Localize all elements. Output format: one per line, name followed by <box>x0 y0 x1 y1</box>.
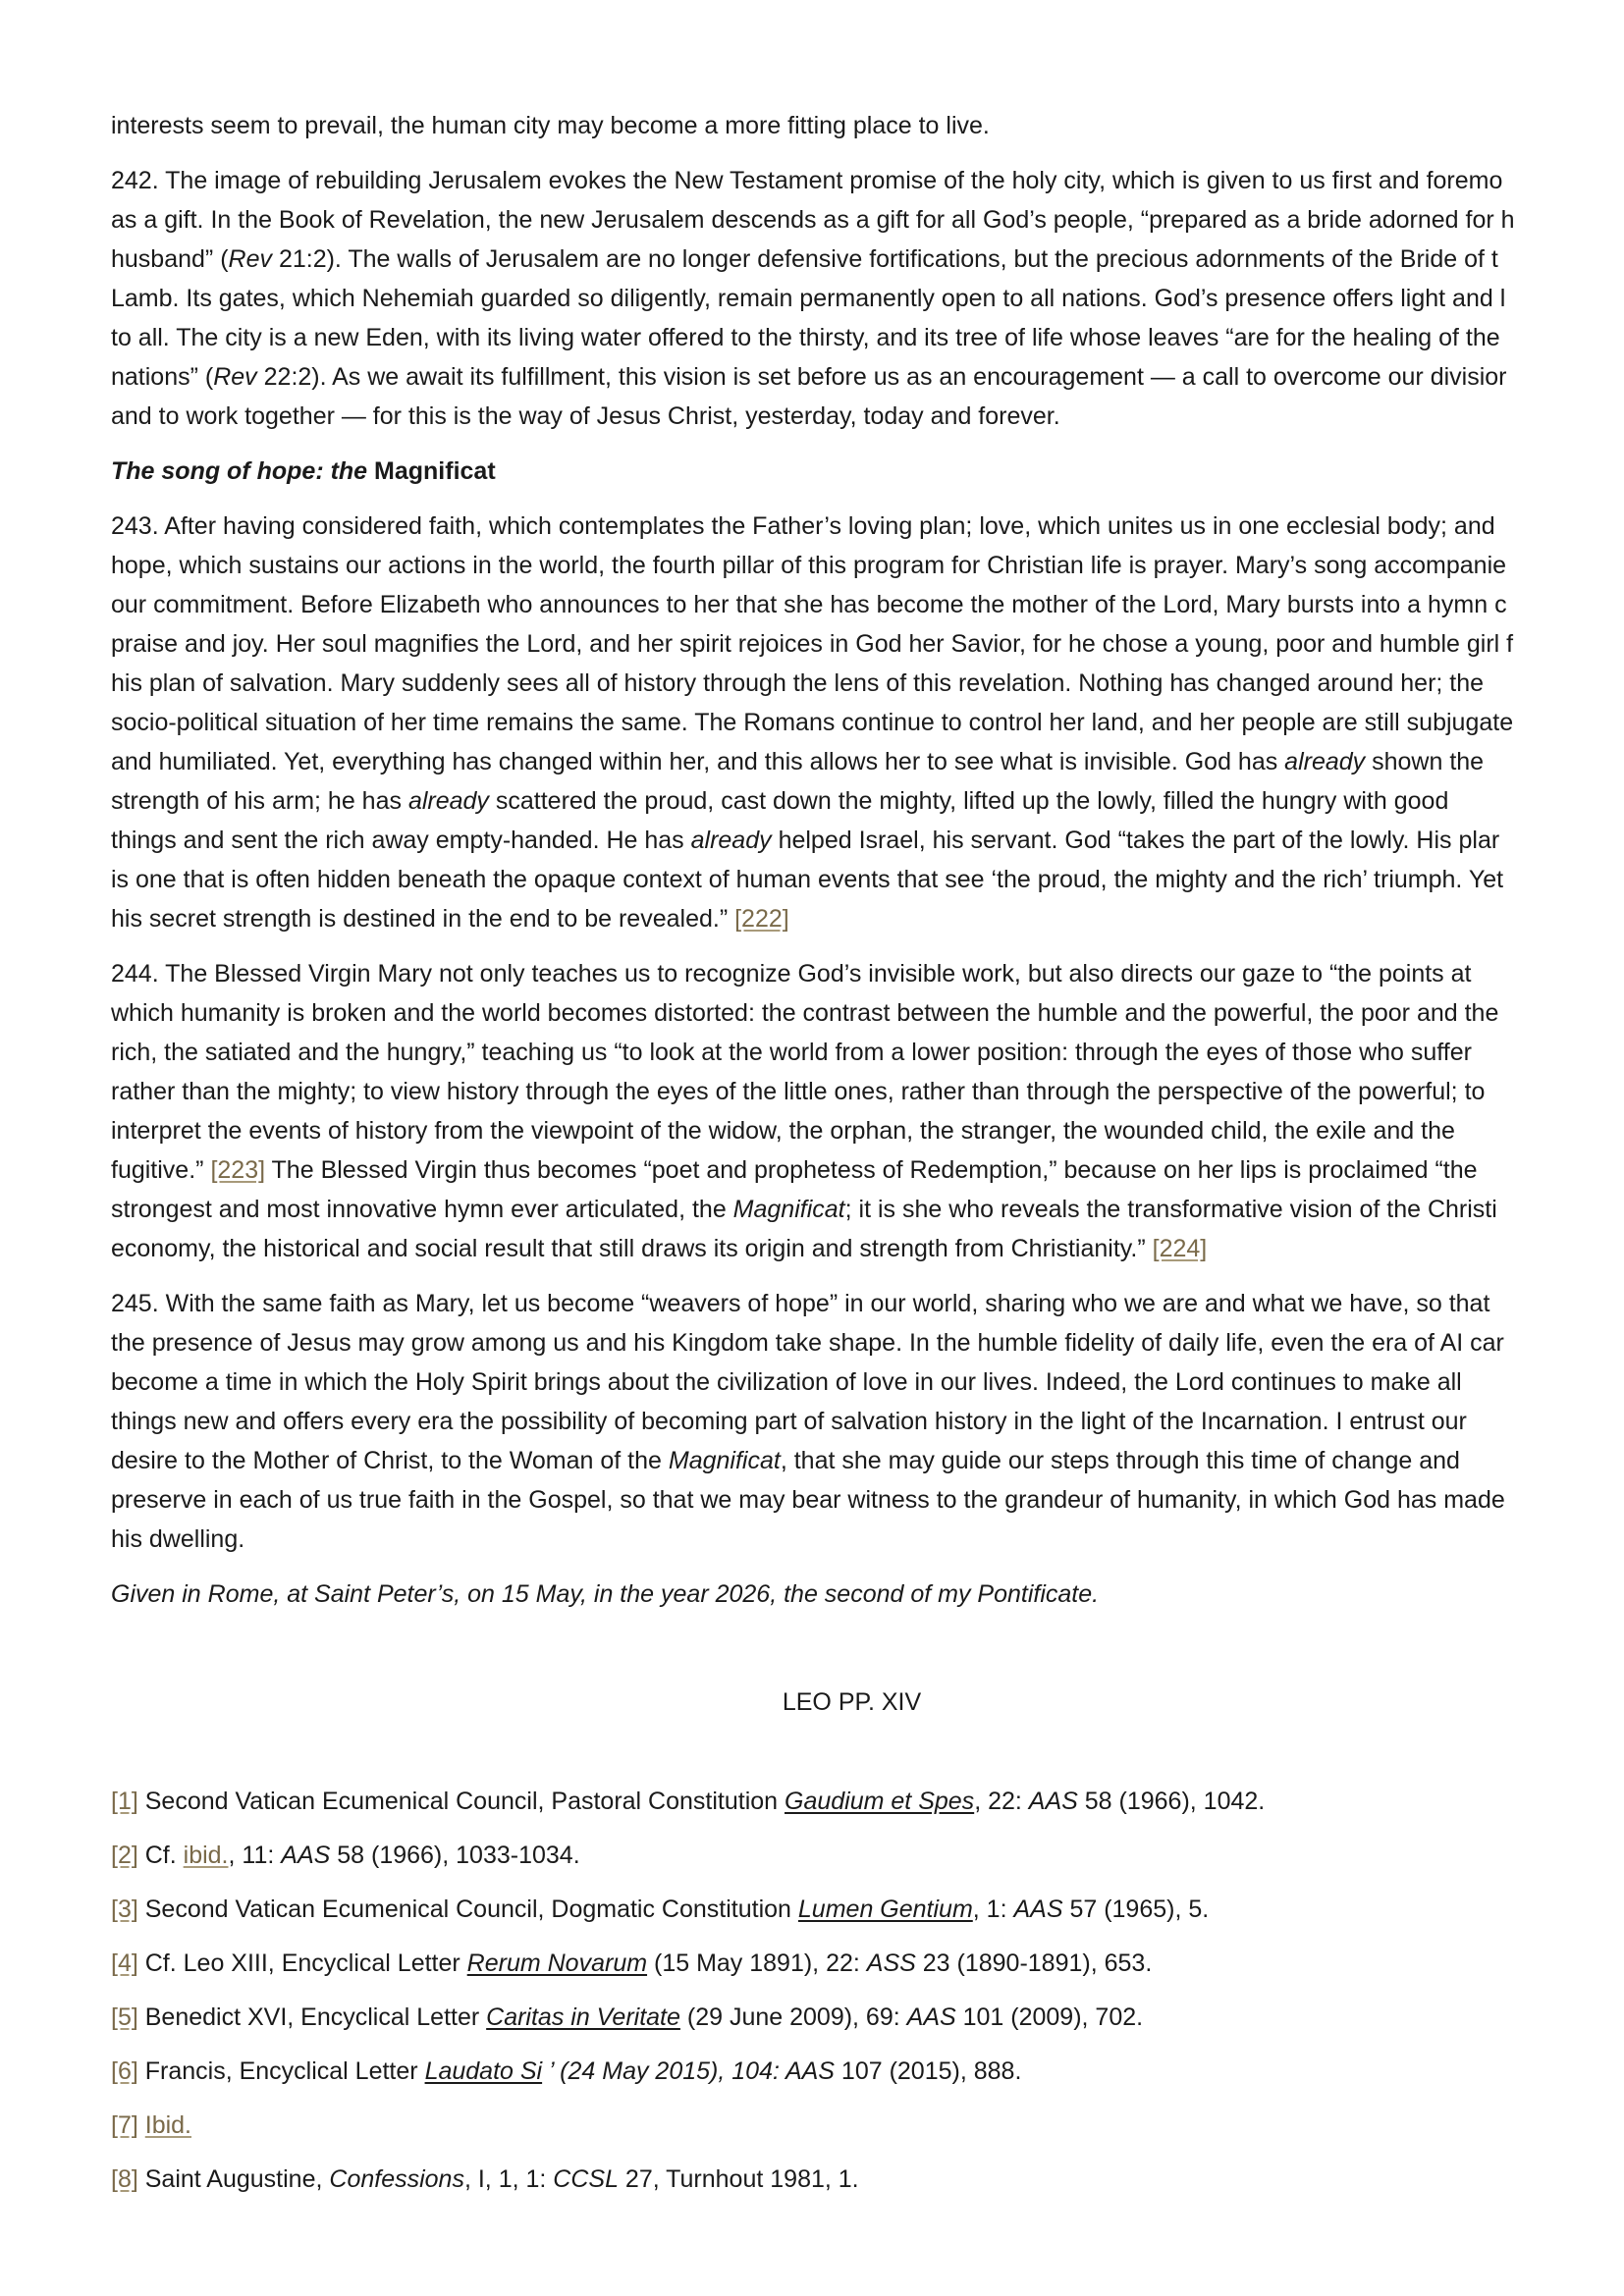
footnote-anchor[interactable]: [8] <box>111 2165 138 2193</box>
signoff-line: Given in Rome, at Saint Peter’s, on 15 May, in the year 2026, the second of my Pontificate. <box>111 1580 1100 1608</box>
document-title-link[interactable]: Laudato Si <box>424 2057 543 2085</box>
paragraph-line: things and sent the rich away empty-handed. He has already helped Israel, his servant. God “takes the part of the lowly. His plar <box>111 827 1500 854</box>
document-title-link[interactable]: Gaudium et Spes <box>785 1788 975 1815</box>
paragraph-line: preserve in each of us true faith in the Gospel, so that we may bear witness to the grandeur of humanity, in which God has made <box>111 1486 1505 1514</box>
paragraph-line: interpret the events of history from the viewpoint of the widow, the orphan, the stranger, the wounded child, the exile and the <box>111 1117 1455 1145</box>
paragraph-line: strongest and most innovative hymn ever articulated, the Magnificat; it is she who reveals the transformative vision of the Christi <box>111 1196 1497 1223</box>
paragraph-line: strength of his arm; he has already scattered the proud, cast down the mighty, lifted up the lowly, filled the hungry with good <box>111 787 1449 815</box>
document-title-link[interactable]: Lumen Gentium <box>797 1896 973 1923</box>
paragraph-line: his secret strength is destined in the end to be revealed.” [222] <box>111 905 789 933</box>
paragraph-line: and humiliated. Yet, everything has changed within her, and this allows her to see what is invisible. God has already shown the <box>111 748 1485 775</box>
paragraph-line: praise and joy. Her soul magnifies the Lord, and her spirit rejoices in God her Savior, for he chose a young, poor and humble girl f <box>111 630 1514 658</box>
footnote-item <box>111 2106 1564 2145</box>
footnote-anchor[interactable]: [2] <box>111 1842 138 1869</box>
footnote-item: [4] Cf. Leo XIII, Encyclical Letter Rerum Novarum (15 May 1891), 22: ASS 23 (1890-1891), 653. <box>111 1949 1153 1977</box>
scripture-abbrev: Rev <box>213 363 257 391</box>
paragraph-line: Lamb. Its gates, which Nehemiah guarded so diligently, remain permanently open to all nations. God’s presence offers light and l <box>111 285 1506 312</box>
footnote-item: [3] Second Vatican Ecumenical Council, Dogmatic Constitution Lumen Gentium, 1: AAS 57 (1965), 5. <box>111 1896 1210 1923</box>
paragraph-line: fugitive.” [223] The Blessed Virgin thus becomes “poet and prophetess of Redemption,” because on her lips is proclaimed “the <box>111 1156 1478 1184</box>
paragraph-line: things new and offers every era the possibility of becoming part of salvation history in the light of the Incarnation. I entrust our <box>111 1408 1467 1435</box>
footnote-item: [6] Francis, Encyclical Letter Laudato Si ’ (24 May 2015), 104: AAS 107 (2015), 888. <box>111 2057 1022 2085</box>
document-title-link[interactable]: Rerum Novarum <box>466 1949 648 1977</box>
footnote-item: [8] Saint Augustine, Confessions, I, 1, 1: CCSL 27, Turnhout 1981, 1. <box>111 2165 859 2193</box>
paragraph-line: 242. The image of rebuilding Jerusalem evokes the New Testament promise of the holy city, which is given to us first and foremo <box>111 167 1503 194</box>
footnotes-list <box>111 1782 1564 2199</box>
paragraph-line: hope, which sustains our actions in the world, the fourth pillar of this program for Christian life is prayer. Mary’s song accompanie <box>111 552 1507 579</box>
paragraph-line: nations” (Rev 22:2). As we await its fulfillment, this vision is set before us as an encouragement — a call to overcome our divisior <box>111 363 1507 391</box>
footnote-anchor[interactable]: [7] <box>111 2111 138 2139</box>
scripture-abbrev: Rev <box>228 245 272 273</box>
paragraph-line: his plan of salvation. Mary suddenly sees all of history through the lens of this revelation. Nothing has changed around her; the <box>111 669 1485 697</box>
intro-paragraph <box>111 106 1564 145</box>
paragraph-line: desire to the Mother of Christ, to the Woman of the Magnificat, that she may guide our steps through this time of change and <box>111 1447 1460 1474</box>
paragraph-line: and to work together — for this is the way of Jesus Christ, yesterday, today and forever. <box>111 402 1060 430</box>
paragraph-line: economy, the historical and social result that still draws its origin and strength from Christianity.” [224] <box>111 1235 1208 1262</box>
paragraph-line: interests seem to prevail, the human city may become a more fitting place to live. <box>111 112 990 139</box>
document-title-link[interactable]: Caritas in Veritate <box>486 2003 680 2031</box>
paragraph-line: 245. With the same faith as Mary, let us become “weavers of hope” in our world, sharing who we are and what we have, so that <box>111 1290 1490 1317</box>
ibid-link[interactable]: ibid. <box>183 1842 229 1869</box>
section-heading: The song of hope: the Magnificat <box>111 457 496 485</box>
paragraph-line: rather than the mighty; to view history through the eyes of the little ones, rather than through the perspective of the powerful; to <box>111 1078 1486 1105</box>
paragraph-243 <box>111 507 1564 938</box>
paragraph-line: our commitment. Before Elizabeth who announces to her that she has become the mother of the Lord, Mary bursts into a hymn c <box>111 591 1507 618</box>
ibid-link[interactable]: Ibid. <box>144 2111 192 2139</box>
paragraph-line: 244. The Blessed Virgin Mary not only teaches us to recognize God’s invisible work, but also directs our gaze to “the points at <box>111 960 1472 988</box>
paragraph-242 <box>111 161 1564 436</box>
footnote-anchor[interactable]: [4] <box>111 1949 138 1977</box>
paragraph-line: his dwelling. <box>111 1525 245 1553</box>
papal-signature: LEO PP. XIV <box>782 1688 922 1716</box>
paragraph-line: rich, the satiated and the hungry,” teaching us “to look at the world from a lower position: through the eyes of those who suffer <box>111 1039 1472 1066</box>
paragraph-line: which humanity is broken and the world becomes distorted: the contrast between the humble and the powerful, the poor and the <box>111 999 1499 1027</box>
paragraph-line: 243. After having considered faith, which contemplates the Father’s loving plan; love, which unites us in one ecclesial body; and <box>111 512 1495 540</box>
footnote-anchor[interactable]: [1] <box>111 1788 138 1815</box>
footnote-item: [2] Cf. ibid., 11: AAS 58 (1966), 1033-1034. <box>111 1842 580 1869</box>
footnote-ref-222[interactable]: [222] <box>734 905 789 933</box>
paragraph-line: is one that is often hidden beneath the opaque context of human events that see ‘the proud, the mighty and the rich’ triumph. Yet <box>111 866 1504 893</box>
footnote-ref-224[interactable]: [224] <box>1152 1235 1208 1262</box>
footnote-anchor[interactable]: [6] <box>111 2057 138 2085</box>
footnote-anchor[interactable]: [3] <box>111 1896 138 1923</box>
paragraph-line: to all. The city is a new Eden, with its living water offered to the thirsty, and its tree of life whose leaves “are for the healing of the <box>111 324 1500 351</box>
document-body <box>111 106 1564 2199</box>
footnote-item: [1] Second Vatican Ecumenical Council, Pastoral Constitution Gaudium et Spes, 22: AAS 58 (1966), 1042. <box>111 1788 1266 1815</box>
paragraph-244 <box>111 954 1564 1268</box>
footnote-item: [5] Benedict XVI, Encyclical Letter Caritas in Veritate (29 June 2009), 69: AAS 101 (2009), 702. <box>111 2003 1144 2031</box>
footnote-anchor[interactable]: [5] <box>111 2003 138 2031</box>
paragraph-line: as a gift. In the Book of Revelation, the new Jerusalem descends as a gift for all God’s people, “prepared as a bride adorned for h <box>111 206 1515 234</box>
paragraph-line: husband” (Rev 21:2). The walls of Jerusalem are no longer defensive fortifications, but the precious adornments of the Bride of t <box>111 245 1498 273</box>
document-page <box>111 106 1624 2296</box>
paragraph-245 <box>111 1284 1564 1559</box>
paragraph-line: become a time in which the Holy Spirit brings about the civilization of love in our lives. Indeed, the Lord continues to make all <box>111 1368 1462 1396</box>
paragraph-line: the presence of Jesus may grow among us and his Kingdom take shape. In the humble fidelity of daily life, even the era of AI car <box>111 1329 1504 1357</box>
paragraph-line: socio-political situation of her time remains the same. The Romans continue to control her land, and her people are still subjugate <box>111 709 1514 736</box>
footnote-ref-223[interactable]: [223] <box>210 1156 266 1184</box>
